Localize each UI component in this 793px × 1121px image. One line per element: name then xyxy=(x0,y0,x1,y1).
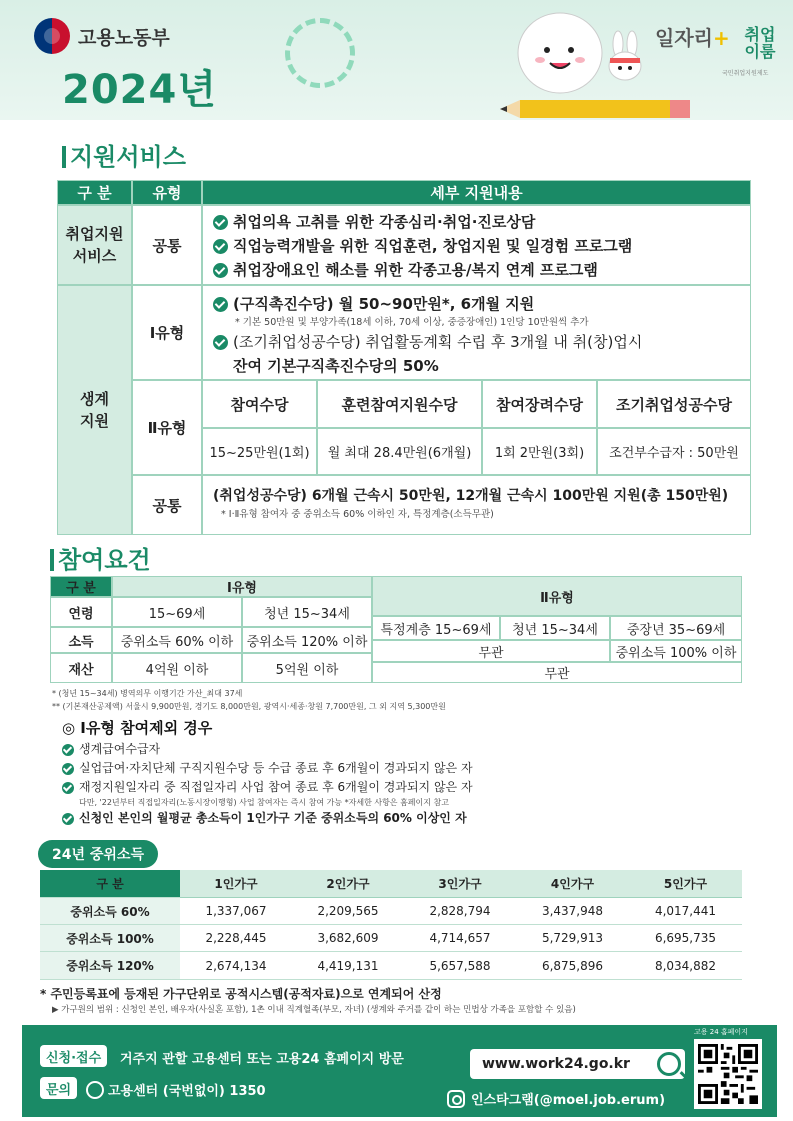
elig-cell: 청년 15~34세 xyxy=(500,616,610,640)
qr-code-icon[interactable] xyxy=(694,1039,762,1109)
exclusion-item xyxy=(62,740,473,759)
phone-icon xyxy=(86,1081,104,1099)
type1-note: * 기본 50만원 및 부양가족(18세 이하, 70세 이상, 중증장애인) 1인당 10만원씩 추가 xyxy=(235,317,589,328)
eligibility-section-title xyxy=(50,540,151,575)
income-row-label: 중위소득 100% xyxy=(40,925,180,952)
median-income-pill: 24년 중위소득 xyxy=(38,840,158,868)
check-icon xyxy=(213,335,228,350)
elig-cell: 4억원 이하 xyxy=(112,653,242,683)
income-value: 5,657,588 xyxy=(404,952,516,980)
check-icon xyxy=(213,215,228,230)
employment-item-text: 취업장애요인 해소를 위한 각종고용/복지 연계 프로그램 xyxy=(233,261,598,279)
income-header: 2인가구 xyxy=(292,870,404,898)
ministry-name: 고용노동부 xyxy=(78,26,170,49)
exclusion-item xyxy=(62,759,473,778)
common-label: 공통 xyxy=(132,475,202,535)
qr-label: 고용 24 홈페이지 xyxy=(694,1028,748,1036)
income-value: 6,875,896 xyxy=(516,952,629,980)
type2-header: 조기취업성공수당 xyxy=(597,380,751,428)
type2-header: 훈련참여지원수당 xyxy=(317,380,482,428)
instagram-handle[interactable]: 인스타그램(@moel.job.erum) xyxy=(471,1093,666,1108)
erum-line2: 이룸 xyxy=(744,42,776,61)
type1-label: Ⅰ유형 xyxy=(132,285,202,380)
inquiry-tag: 문의 xyxy=(40,1077,77,1099)
household-reference-note: * 주민등록표에 등재된 가구단위로 공적시스템(공적자료)으로 연계되어 산정 xyxy=(40,987,442,1001)
type2-header: 참여수당 xyxy=(202,380,317,428)
income-row-label: 중위소득 120% xyxy=(40,952,180,980)
support-title-text: 지원서비스 xyxy=(70,143,186,171)
income-value: 1,337,067 xyxy=(180,898,292,925)
government-emblem-icon xyxy=(34,18,70,54)
employment-item-text: 취업의욕 고취를 위한 각종심리·취업·진로상담 xyxy=(233,213,536,231)
type2-value: 조건부수급자 : 50만원 xyxy=(597,428,751,475)
brand-text: 일자리 xyxy=(655,26,713,50)
income-value: 2,674,134 xyxy=(180,952,292,980)
type1-item xyxy=(213,292,534,316)
elig-row-age: 연령 xyxy=(50,597,112,627)
income-value: 2,828,794 xyxy=(404,898,516,925)
check-icon xyxy=(213,297,228,312)
income-value: 4,419,131 xyxy=(292,952,404,980)
check-icon xyxy=(62,763,74,775)
elig-cell: 5억원 이하 xyxy=(242,653,372,683)
income-value: 2,228,445 xyxy=(180,925,292,952)
income-row-label: 중위소득 60% xyxy=(40,898,180,925)
decorative-sun-icon xyxy=(285,18,355,88)
income-header: 4인가구 xyxy=(516,870,629,898)
elig-note-2: ** (기본재산공제액) 서울시 9,900만원, 경기도 8,000만원, 광역시·세종·창원 7,700만원, 그 외 지역 5,300만원 xyxy=(52,702,446,711)
exclusion-item-text: 신청인 본인의 월평균 총소득이 1인가구 기준 중위소득의 60% 이상인 자 xyxy=(79,811,467,825)
eligibility-table xyxy=(50,576,742,683)
income-value: 3,682,609 xyxy=(292,925,404,952)
employment-label: 취업지원 서비스 xyxy=(57,205,132,285)
elig-cell: 무관 xyxy=(372,662,742,683)
elig-type1: Ⅰ유형 xyxy=(112,576,372,597)
employment-item-text: 직업능력개발을 위한 직업훈련, 창업지원 및 일경험 프로그램 xyxy=(233,237,633,255)
type2-value: 월 최대 28.4만원(6개월) xyxy=(317,428,482,475)
income-value: 3,437,948 xyxy=(516,898,629,925)
household-scope-note: ▶ 가구원의 범위 : 신청인 본인, 배우자(사실혼 포함), 1촌 이내 직계혈족(부모, 자녀) (생계와 주거를 같이 하는 민법상 가족을 포함할 수 있음) xyxy=(52,1005,576,1015)
erum-line1: 취업 xyxy=(744,25,776,44)
support-section-title xyxy=(62,137,186,172)
check-icon xyxy=(62,813,74,825)
elig-col-category: 구 분 xyxy=(50,576,112,597)
type1-item-text: (구직촉진수당) 월 50~90만원*, 6개월 지원 xyxy=(233,295,535,313)
employment-items xyxy=(202,205,751,285)
elig-cell: 청년 15~34세 xyxy=(242,597,372,627)
exclusion-item-text: 생계급여수급자 xyxy=(79,742,161,756)
col-detail: 세부 지원내용 xyxy=(202,180,751,205)
brand-plus: + xyxy=(712,26,730,50)
type2-value: 1회 2만원(3회) xyxy=(482,428,597,475)
search-icon[interactable] xyxy=(657,1052,681,1076)
apply-tag: 신청·접수 xyxy=(40,1045,107,1067)
inquiry-text: 고용센터 (국번없이) 1350 xyxy=(108,1084,266,1099)
inquiry-line xyxy=(86,1080,266,1099)
col-category: 구 분 xyxy=(57,180,132,205)
header-banner xyxy=(0,0,793,120)
elig-cell: 중위소득 60% 이하 xyxy=(112,627,242,653)
check-icon xyxy=(62,744,74,756)
col-type: 유형 xyxy=(132,180,202,205)
mascot-character-icon xyxy=(505,8,615,103)
type2-header: 참여장려수당 xyxy=(482,380,597,428)
check-icon xyxy=(213,263,228,278)
exclusion-item-text: 재정지원일자리 중 직접일자리 사업 참여 종료 후 6개월이 경과되지 않은 자 xyxy=(79,780,473,794)
common-item: (취업성공수당) 6개월 근속시 50만원, 12개월 근속시 100만원 지원(총 150만원) xyxy=(213,488,729,504)
apply-text: 거주지 관할 고용센터 또는 고용24 홈페이지 방문 xyxy=(120,1052,404,1067)
job-plus-logo xyxy=(655,22,730,51)
income-header: 1인가구 xyxy=(180,870,292,898)
living-label: 생계 지원 xyxy=(57,285,132,535)
elig-cell: 특정계층 15~69세 xyxy=(372,616,500,640)
income-value: 4,017,441 xyxy=(629,898,742,925)
elig-cell: 중위소득 100% 이하 xyxy=(610,640,742,662)
elig-cell: 중위소득 120% 이하 xyxy=(242,627,372,653)
erum-logo xyxy=(740,26,780,60)
page-title-year: 2024년 xyxy=(62,67,217,113)
exclusion-item xyxy=(62,778,473,797)
ministry-logo xyxy=(34,18,170,54)
exclusion-list xyxy=(62,740,473,828)
type1-content xyxy=(202,285,751,380)
elig-cell: 무관 xyxy=(372,640,610,662)
exclusion-title: ◎ Ⅰ유형 참여제외 경우 xyxy=(62,719,213,737)
pencil-icon xyxy=(500,98,690,120)
employment-item xyxy=(213,258,598,282)
type1-item-cont: 잔여 기본구직촉진수당의 50% xyxy=(233,357,439,375)
exclusion-item xyxy=(62,809,473,828)
check-icon xyxy=(62,782,74,794)
type1-item-text: (조기취업성공수당) 취업활동계획 수립 후 3개월 내 취(창)업시 xyxy=(233,333,643,351)
eligibility-title-text: 참여요건 xyxy=(58,546,151,574)
elig-row-asset: 재산 xyxy=(50,653,112,683)
exclusion-small-note: 다만, '22년부터 직접일자리(노동시장이행형) 사업 참여자는 즉시 참여 가능 *자세한 사항은 홈페이지 참고 xyxy=(79,798,449,807)
website-url-box[interactable] xyxy=(470,1049,685,1079)
erum-subtitle: 국민취업지원제도 xyxy=(722,70,769,77)
employment-type: 공통 xyxy=(132,205,202,285)
contact-footer xyxy=(22,1025,777,1117)
income-header: 5인가구 xyxy=(629,870,742,898)
income-value: 4,714,657 xyxy=(404,925,516,952)
instagram-line[interactable] xyxy=(447,1089,665,1108)
elig-note-1: * (청년 15~34세) 병역의무 이행기간 가산_최대 37세 xyxy=(52,689,243,698)
common-content xyxy=(202,475,751,535)
type2-label: Ⅱ유형 xyxy=(132,380,202,475)
website-url[interactable]: www.work24.go.kr xyxy=(482,1056,630,1072)
income-header: 3인가구 xyxy=(404,870,516,898)
employment-item xyxy=(213,234,632,258)
exclusion-item-text: 실업급여·자치단체 구직지원수당 등 수급 종료 후 6개월이 경과되지 않은 자 xyxy=(79,761,473,775)
income-value: 5,729,913 xyxy=(516,925,629,952)
median-income-table xyxy=(40,870,742,980)
income-value: 2,209,565 xyxy=(292,898,404,925)
support-table xyxy=(57,180,751,535)
type2-value: 15~25만원(1회) xyxy=(202,428,317,475)
elig-type2: Ⅱ유형 xyxy=(372,576,742,616)
elig-cell: 15~69세 xyxy=(112,597,242,627)
instagram-icon xyxy=(447,1090,465,1108)
income-value: 8,034,882 xyxy=(629,952,742,980)
common-note: * Ⅰ·Ⅱ유형 참여자 중 중위소득 60% 이하인 자, 특정계층(소득무관) xyxy=(221,509,494,520)
income-col-category: 구 분 xyxy=(40,870,180,898)
bunny-character-icon xyxy=(600,30,650,90)
elig-row-income: 소득 xyxy=(50,627,112,653)
type1-item xyxy=(213,330,642,354)
check-icon xyxy=(213,239,228,254)
income-value: 6,695,735 xyxy=(629,925,742,952)
elig-cell: 중장년 35~69세 xyxy=(610,616,742,640)
qr-pattern xyxy=(698,1043,758,1105)
employment-item xyxy=(213,210,535,234)
